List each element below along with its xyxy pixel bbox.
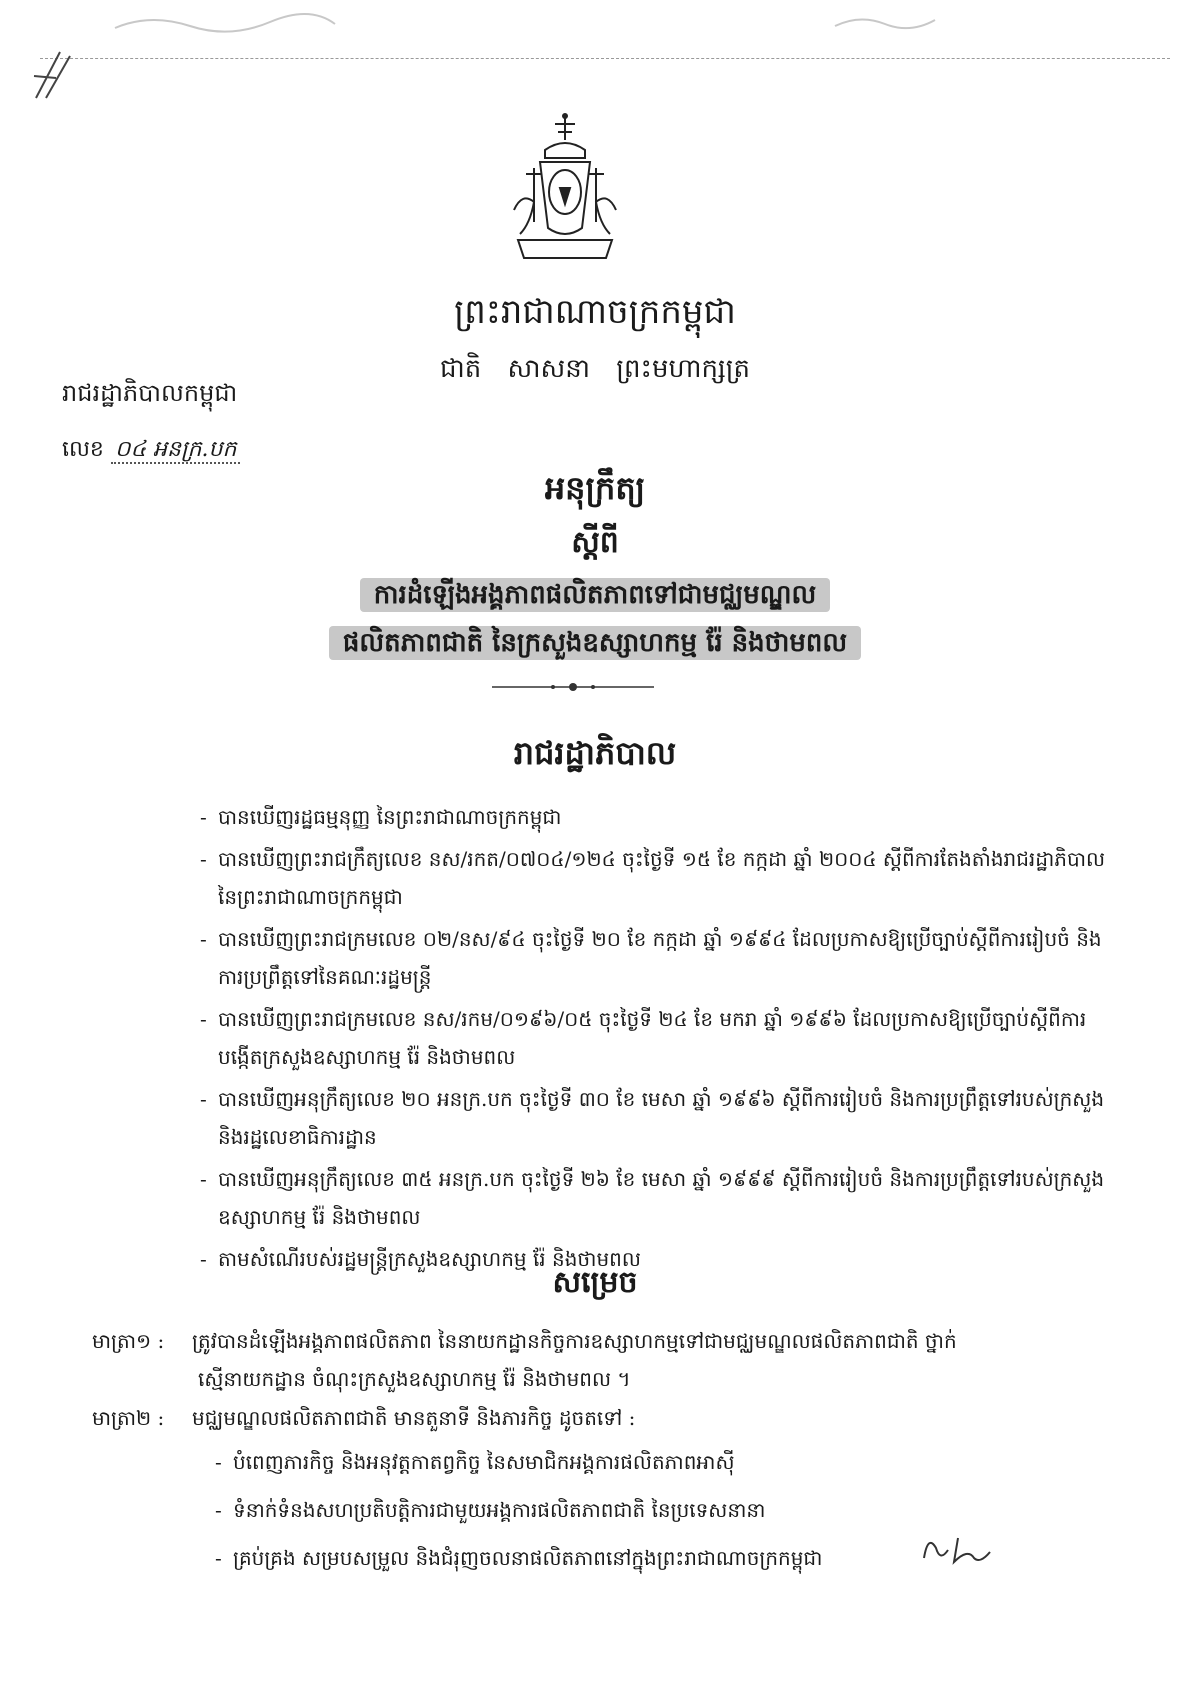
article-2: [92, 1399, 1122, 1437]
preamble-item: - បានឃើញរដ្ឋធម្មនុញ្ញ នៃព្រះរាជាណាចក្រកម្ពុជា: [200, 798, 1120, 836]
faded-handwriting-icon: [110, 8, 340, 38]
handwritten-initials-icon: [918, 1528, 998, 1568]
article-text: ស្មើនាយកដ្ឋាន ចំណុះក្រសួងឧស្សាហកម្ម រ៉ែ និងថាមពល ។: [198, 1367, 631, 1391]
reference-number: [62, 435, 240, 467]
preamble-item: - បានឃើញអនុក្រឹត្យលេខ ២០ អនក្រ.បក ចុះថ្ងៃទី ៣០ ខែ មេសា ឆ្នាំ ១៩៩៦ ស្តីពីការរៀបចំ និងការប្រព្រឹត្តទៅរបស់ក្រសួង និងរដ្ឋលេខាធិការដ្ឋាន: [200, 1080, 1120, 1156]
preamble-item: - តាមសំណើរបស់រដ្ឋមន្ត្រីក្រសួងឧស្សាហកម្ម រ៉ែ និងថាមពល: [200, 1240, 1120, 1278]
faded-handwriting-icon: [830, 8, 940, 38]
royal-coat-of-arms-icon: [500, 110, 630, 270]
national-motto: ជាតិ សាសនា ព្រះមហាក្សត្រ: [440, 354, 750, 384]
reference-prefix: លេខ: [62, 437, 104, 462]
preamble-item: - បានឃើញព្រះរាជក្រមលេខ ០២/នស/៩៤ ចុះថ្ងៃទី ២០ ខែ កក្កដា ឆ្នាំ ១៩៩៤ ដែលប្រកាសឱ្យប្រើច្បាប់ស្តីពីការរៀបចំ និងការប្រព្រឹត្តទៅនៃគណៈរដ្ឋមន្ត្រី: [200, 920, 1120, 996]
article-label: មាត្រា២ :: [92, 1406, 165, 1430]
scan-fold-line: [40, 58, 1170, 59]
issuing-authority: រាជរដ្ឋាភិបាលកម្ពុជា: [62, 379, 238, 407]
document-type: អនុក្រឹត្យ: [544, 469, 646, 507]
reference-handwritten: ០៤ អនក្រ.បក: [111, 437, 241, 464]
subject-line: ផលិតភាពជាតិ នៃក្រសួងឧស្សាហកម្ម រ៉ែ និងថាមពល: [0, 626, 1190, 664]
preamble-item: - បានឃើញអនុក្រឹត្យលេខ ៣៥ អនក្រ.បក ចុះថ្ងៃទី ២៦ ខែ មេសា ឆ្នាំ ១៩៩៩ ស្តីពីការរៀបចំ និងការប្រព្រឹត្តទៅរបស់ក្រសួងឧស្សាហកម្ម រ៉ែ និងថាមពល: [200, 1160, 1120, 1236]
subject-line: ការដំឡើងអង្គភាពផលិតភាពទៅជាមជ្ឈមណ្ឌល: [0, 578, 1190, 616]
duty-item: - បំពេញភារកិច្ច និងអនុវត្តកាតព្វកិច្ច នៃសមាជិកអង្គការផលិតភាពអាស៊ី: [215, 1442, 975, 1482]
article-text: ត្រូវបានដំឡើងអង្គភាពផលិតភាព នៃនាយកដ្ឋានកិច្ចការឧស្សាហកម្មទៅជាមជ្ឈមណ្ឌលផលិតភាពជាតិ ថ្នាក់: [192, 1329, 957, 1353]
article-1: [92, 1322, 1122, 1398]
preamble-item: - បានឃើញព្រះរាជក្រមលេខ នស/រកម/០១៩៦/០៥ ចុះថ្ងៃទី ២៤ ខែ មករា ឆ្នាំ ១៩៩៦ ដែលប្រកាសឱ្យប្រើច្បាប់ស្តីពីការបង្កើតក្រសួងឧស្សាហកម្ម រ៉ែ និងថាមពល: [200, 1000, 1120, 1076]
decision-heading: សម្រេច: [552, 1265, 638, 1300]
preamble-item: - បានឃើញព្រះរាជក្រឹត្យលេខ នស/រកត/០៧០៤/១២៤ ចុះថ្ងៃទី ១៥ ខែ កក្កដា ឆ្នាំ ២០០៤ ស្តីពីការតែងតាំងរាជរដ្ឋាភិបាល នៃព្រះរាជាណាចក្រកម្ពុជា: [200, 840, 1120, 916]
government-heading: រាជរដ្ឋាភិបាល: [513, 734, 677, 772]
article-label: មាត្រា១ :: [92, 1329, 165, 1353]
duty-item: - គ្រប់គ្រង សម្របសម្រួល និងជំរុញចលនាផលិតភាពនៅក្នុងព្រះរាជាណាចក្រកម្ពុជា: [215, 1538, 975, 1578]
duty-item: - ទំនាក់ទំនងសហប្រតិបត្តិការជាមួយអង្គការផលិតភាពជាតិ នៃប្រទេសនានា: [215, 1490, 975, 1530]
article-text: មជ្ឈមណ្ឌលផលិតភាពជាតិ មានតួនាទី និងភារកិច្ច ដូចតទៅ :: [192, 1406, 636, 1430]
ornament-divider-icon: [488, 680, 658, 694]
preamble-list: [200, 798, 1120, 1282]
concerning-label: ស្តីពី: [571, 525, 619, 560]
kingdom-title: ព្រះរាជាណាចក្រកម្ពុជា: [454, 292, 736, 332]
duties-list: [215, 1442, 975, 1586]
handwritten-mark-icon: [30, 48, 74, 102]
